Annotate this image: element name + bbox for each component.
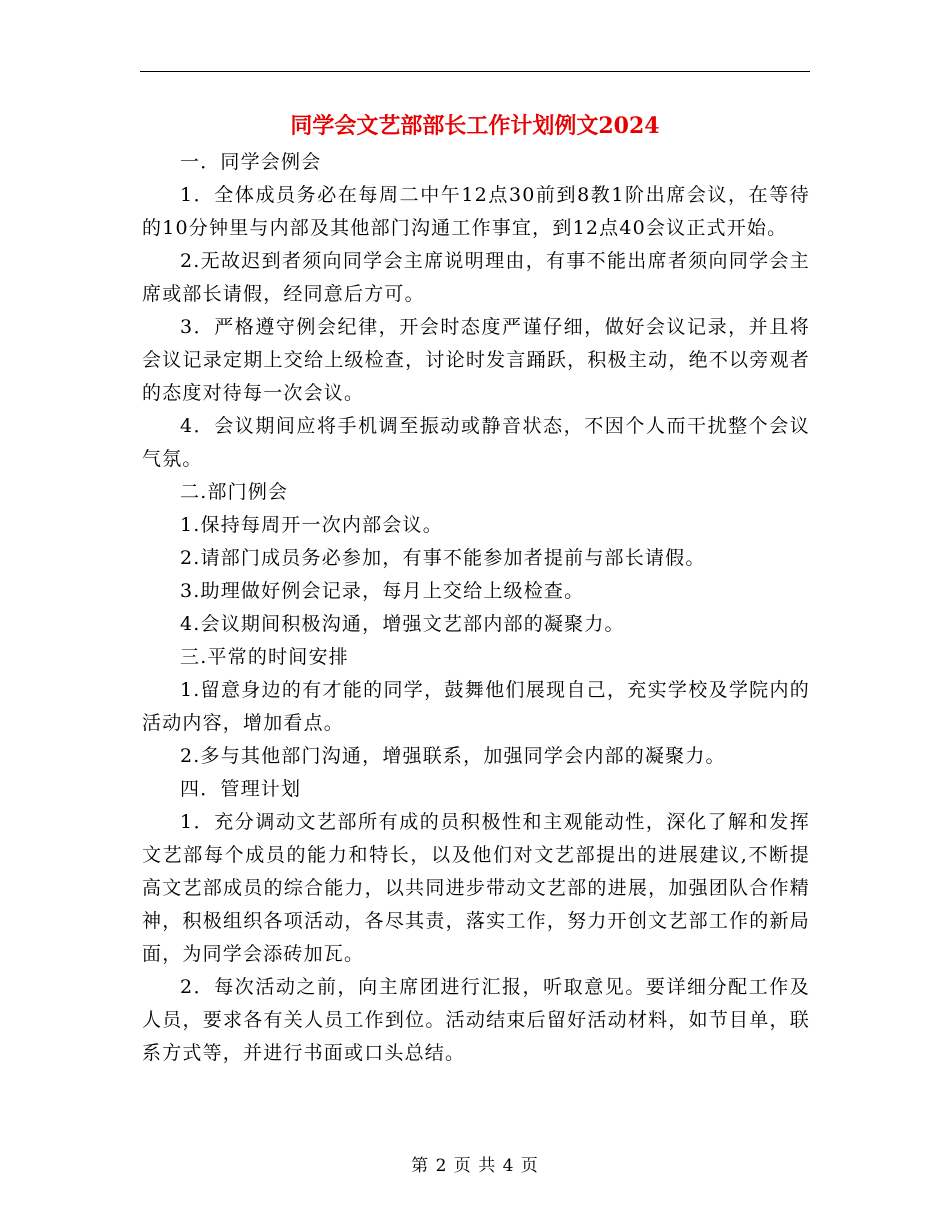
paragraph: 1．充分调动文艺部所有成的员积极性和主观能动性，深化了解和发挥文艺部每个成员的能力和特长，以及他们对文艺部提出的进展建议,不断提高文艺部成员的综合能力，以共同进步带动文艺部的进展，加强团队合作精神，积极组织各项活动，各尽其责，落实工作，努力开创文艺部工作的新局面，为同学会添砖加瓦。 xyxy=(142,811,810,965)
page-number: 第 2 页 共 4 页 xyxy=(411,1156,539,1176)
document-title: 同学会文艺部部长工作计划例文2024 xyxy=(290,113,660,139)
paragraph: 2.多与其他部门沟通，增强联系，加强同学会内部的凝聚力。 xyxy=(180,745,726,767)
paragraph: 3.助理做好例会记录，每月上交给上级检查。 xyxy=(180,580,585,602)
document-body xyxy=(142,146,810,1070)
section-heading-3: 三.平常的时间安排 xyxy=(180,646,349,668)
paragraph: 1.保持每周开一次内部会议。 xyxy=(180,514,443,536)
paragraph: 4.会议期间积极沟通，增强文艺部内部的凝聚力。 xyxy=(180,613,625,635)
paragraph: 1．全体成员务必在每周二中午12点30前到8教1阶出席会议，在等待的10分钟里与内部及其他部门沟通工作事宜，到12点40会议正式开始。 xyxy=(142,184,810,239)
section-heading-4: 四．管理计划 xyxy=(180,778,302,800)
section-heading-2: 二.部门例会 xyxy=(180,481,289,503)
paragraph: 3．严格遵守例会纪律，开会时态度严谨仔细，做好会议记录，并且将会议记录定期上交给上级检查，讨论时发言踊跃，积极主动，绝不以旁观者的态度对待每一次会议。 xyxy=(142,316,810,404)
paragraph: 2．每次活动之前，向主席团进行汇报，听取意见。要详细分配工作及人员，要求各有关人员工作到位。活动结束后留好活动材料，如节目单，联系方式等，并进行书面或口头总结。 xyxy=(142,976,810,1064)
paragraph: 4．会议期间应将手机调至振动或静音状态，不因个人而干扰整个会议气氛。 xyxy=(142,415,810,470)
paragraph: 2.无故迟到者须向同学会主席说明理由，有事不能出席者须向同学会主席或部长请假，经同意后方可。 xyxy=(142,250,810,305)
paragraph: 1.留意身边的有才能的同学，鼓舞他们展现自己，充实学校及学院内的活动内容，增加看点。 xyxy=(142,679,810,734)
paragraph: 2.请部门成员务必参加，有事不能参加者提前与部长请假。 xyxy=(180,547,706,569)
header-rule xyxy=(140,71,810,72)
section-heading-1: 一．同学会例会 xyxy=(180,151,322,173)
